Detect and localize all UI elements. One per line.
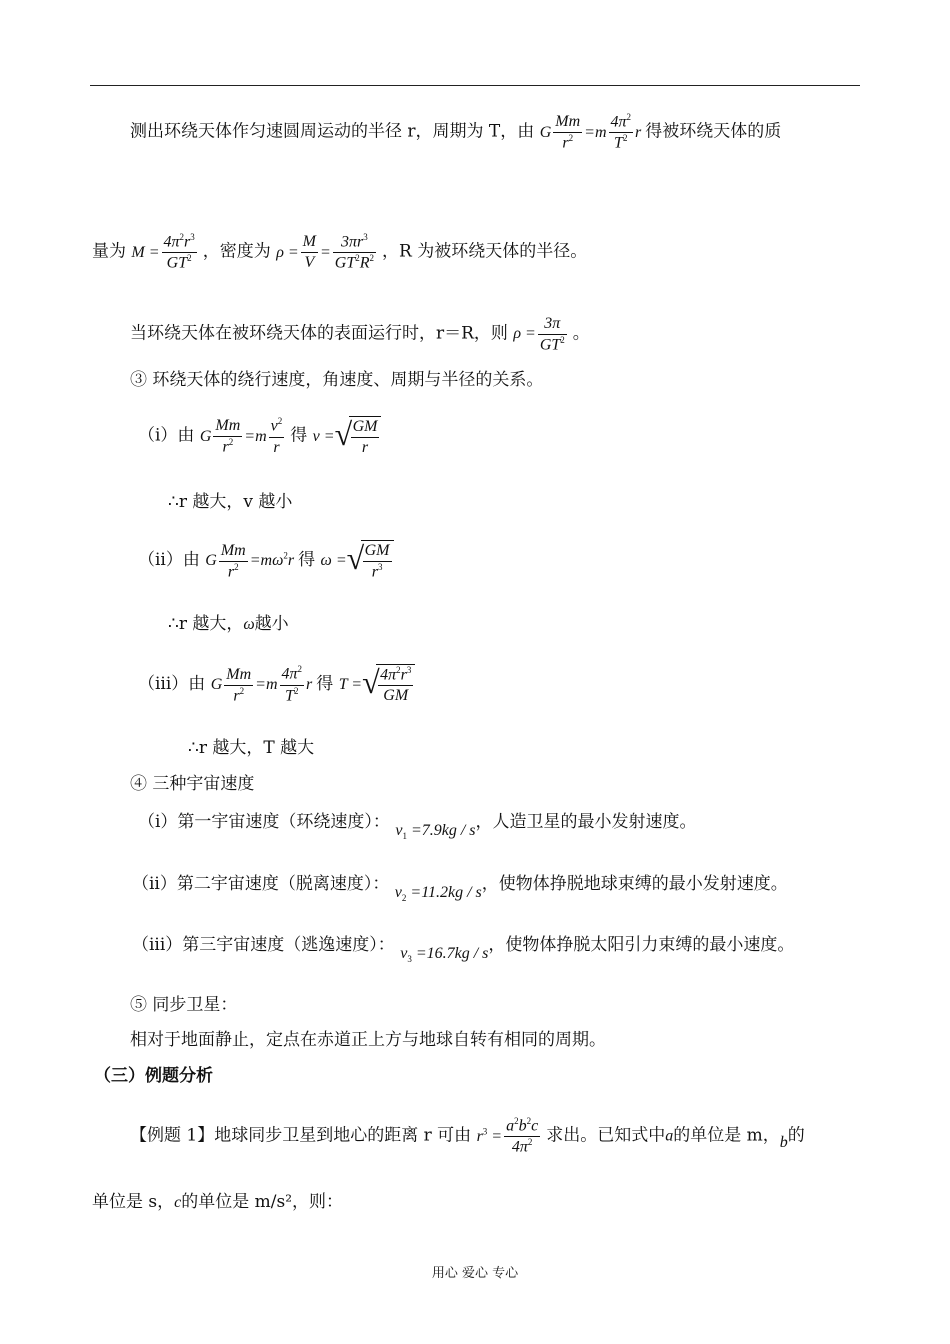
geosync-description: 相对于地面静止，定点在赤道正上方与地球自转有相同的周期。: [130, 1030, 606, 1050]
second-cosmic-velocity: （ii）第二宇宙速度（脱离速度）： $v_2 =11.2kg / s$，使物体挣脱地球束缚的最小发射速度。: [132, 874, 788, 904]
header-rule: [90, 85, 860, 86]
formula-surface-density: ρ = $\frac{3\pi}{GT^2}$: [513, 315, 565, 354]
para-surface-orbit: 当环绕天体在被环绕天体的表面运行时，r＝R，则 ρ = $\frac{3\pi}{GT^2}$ 。: [130, 315, 590, 354]
para-mass-derivation: 测出环绕天体作匀速圆周运动的半径 r，周期为 T，由 G $\frac{Mm}{r^2}$ =m $\frac{4\pi^2}{T^2}$ r 得被环绕天体的质: [130, 112, 782, 152]
formula-velocity-result: v = √ $\frac{GM}{r}$: [313, 428, 382, 445]
sub-iii-conclusion: ∴r 越大，T 越大: [188, 738, 315, 758]
section-heading: （三）例题分析: [94, 1066, 213, 1086]
item-3-heading: ③ 环绕天体的绕行速度，角速度、周期与半径的关系。: [130, 370, 544, 390]
sub-ii-conclusion: ∴r 越大，ω越小: [168, 614, 289, 634]
third-cosmic-velocity: （iii）第三宇宙速度（逃逸速度）： $v_3 =16.7kg / s$，使物体挣脱太阳引力束缚的最小速度。: [132, 935, 795, 965]
formula-orbit-radius: $r^3$ = $\frac{a^2b^2c}{4\pi^2}$: [476, 1116, 539, 1156]
first-cosmic-velocity: （i）第一宇宙速度（环绕速度）： $v_1 =7.9kg / s$，人造卫星的最小发射速度。: [138, 812, 697, 842]
sub-i-conclusion: ∴r 越大，v 越小: [168, 492, 293, 512]
example-1: 【例题 1】地球同步卫星到地心的距离 r 可由 $r^3$ = $\frac{a^2b^2c}{4\pi^2}$ 求出。已知式中a的单位是 m，b的: [130, 1116, 805, 1156]
sub-ii-angular-velocity: （ii）由 G $\frac{Mm}{r^2}$ $=m\omega^2r$ 得 ω = √ $\frac{GM}{r^3}$: [138, 540, 394, 582]
example-1-continued: 单位是 s，c的单位是 m/s²，则：: [92, 1192, 344, 1212]
formula-gravity-period: G $\frac{Mm}{r^2}$ =m $\frac{4\pi^2}{T^2}$ r: [539, 112, 646, 152]
formula-mass: M = $\frac{4\pi^2r^3}{GT^2}$: [131, 232, 195, 272]
formula-angular-velocity-result: ω = √ $\frac{GM}{r^3}$: [321, 552, 394, 569]
formula-period-result: T = √ $\frac{4\pi^2r^3}{GM}$: [339, 676, 416, 693]
page-footer: 用心 爱心 专心: [431, 1266, 519, 1281]
item-5-heading: ⑤ 同步卫星：: [130, 995, 238, 1015]
formula-v2: $v_2 =11.2kg / s$: [394, 884, 482, 904]
sub-i-velocity: （i）由 G $\frac{Mm}{r^2}$ =m $\frac{v^2}{r}$ 得 v = √ $\frac{GM}{r}$: [138, 416, 381, 458]
formula-velocity: G $\frac{Mm}{r^2}$ =m $\frac{v^2}{r}$: [199, 416, 283, 456]
para-mass-density: 量为 M = $\frac{4\pi^2r^3}{GT^2}$ ，密度为 ρ = $\frac{M}{V}$ = $\frac{3\pi r^3}{GT^2R^2}$ ，R 为被环绕天体的半径。: [92, 232, 588, 272]
sub-iii-period: （iii）由 G $\frac{Mm}{r^2}$ =m $\frac{4\pi^2}{T^2}$ r 得 T = √ $\frac{4\pi^2r^3}{GM}$: [138, 664, 415, 706]
formula-density: ρ = $\frac{M}{V}$ = $\frac{3\pi r^3}{GT^2R^2}$: [276, 232, 375, 272]
formula-angular-velocity: G $\frac{Mm}{r^2}$ $=m\omega^2r$: [205, 541, 299, 580]
item-4-heading: ④ 三种宇宙速度: [130, 774, 255, 794]
formula-v1: $v_1 =7.9kg / s$: [395, 822, 476, 842]
formula-period: G $\frac{Mm}{r^2}$ =m $\frac{4\pi^2}{T^2}$ r: [210, 664, 317, 704]
formula-v3: $v_3 =16.7kg / s$: [400, 945, 489, 965]
